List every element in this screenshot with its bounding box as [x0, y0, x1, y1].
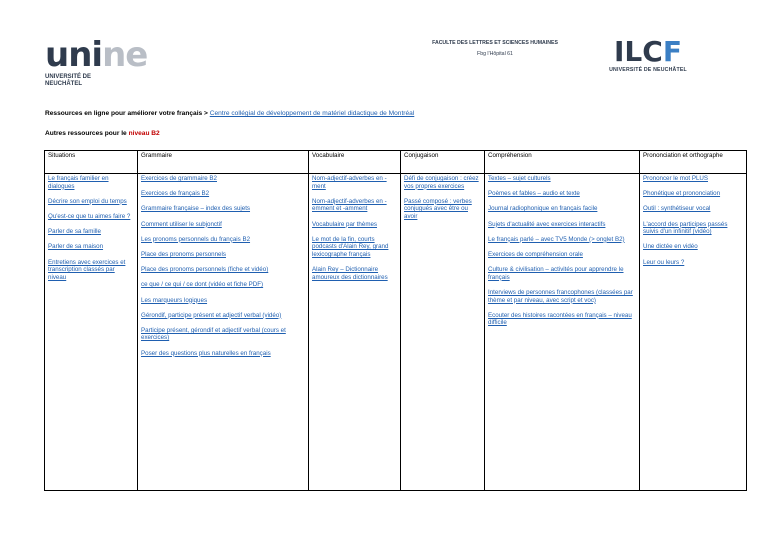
unine-wordmark: [45, 35, 148, 75]
ilcf-logo-accent: F: [662, 35, 682, 68]
resource-link[interactable]: Leur ou leurs ?: [643, 258, 685, 266]
resource-link[interactable]: Phonétique et prononciation: [643, 190, 721, 198]
resource-link[interactable]: Décrire son emploi du temps: [48, 197, 127, 205]
faculty-address: Fbg l'Hôpital 61: [477, 51, 513, 57]
faculty-name: FACULTE DES LETTRES ET SCIENCES HUMAINES: [432, 40, 558, 46]
ilcf-logo-main: ILC: [614, 35, 663, 68]
column-header-prononciation: Prononciation et orthographe: [640, 151, 747, 174]
unine-logo-subtitle: [45, 74, 135, 88]
resource-link[interactable]: Passé composé : verbes conjugués avec être ou avoir: [404, 197, 472, 220]
online-resources-link[interactable]: Centre collégial de développement de matériel didactique de Montréal: [209, 110, 415, 117]
ilcf-logo: [603, 37, 693, 81]
resource-link[interactable]: Les pronoms personnels du français B2: [141, 235, 251, 243]
resource-link[interactable]: Place des pronoms personnels: [141, 250, 226, 258]
column-header-situations: Situations: [45, 151, 138, 174]
resource-link[interactable]: Grammaire française – index des sujets: [141, 205, 251, 213]
cell-prononciation: [640, 174, 747, 491]
resource-link[interactable]: Entretiens avec exercices et transcription classés par niveau: [48, 258, 126, 281]
resource-link[interactable]: Gérondif, participe présent et adjectif verbal (vidéo): [141, 311, 282, 319]
online-resources-label: Ressources en ligne pour améliorer votre français >: [45, 110, 208, 117]
unine-logo-accent: ne: [102, 35, 148, 75]
resource-link[interactable]: Prononcer le mot PLUS: [643, 175, 708, 182]
resource-link[interactable]: Comment utiliser le subjonctif: [141, 220, 222, 228]
column-header-grammaire: Grammaire: [138, 151, 309, 174]
unine-logo-line1: UNIVERSITÉ DE: [45, 74, 92, 80]
table-header-row: [45, 151, 747, 174]
cell-grammaire: [138, 174, 309, 491]
resource-link[interactable]: Vocabulaire par thèmes: [312, 220, 378, 228]
resource-link[interactable]: L'accord des participes passés suivis d'un infinitif (vidéo): [643, 220, 728, 236]
resource-link[interactable]: Poser des questions plus naturelles en français: [141, 349, 271, 357]
unine-logo-main: uni: [45, 35, 103, 75]
resource-link[interactable]: Défi de conjugaison : créez vos propres exercices: [404, 175, 479, 190]
resource-link[interactable]: Le français parlé – avec TV5 Monde (> onglet B2): [488, 235, 625, 243]
resource-link[interactable]: Exercices de compréhension orale: [488, 250, 583, 258]
cell-vocabulaire: [309, 174, 401, 491]
resource-link[interactable]: Poèmes et fables – audio et texte: [488, 190, 580, 198]
column-header-vocabulaire: Vocabulaire: [309, 151, 401, 174]
resource-link[interactable]: Exercices de grammaire B2: [141, 175, 217, 182]
resources-table: [44, 150, 747, 491]
resource-link[interactable]: Le français familier en dialogues: [48, 175, 109, 190]
ilcf-logo-subtitle: UNIVERSITÉ DE NEUCHÂTEL: [609, 67, 687, 73]
resource-link[interactable]: Outil : synthétiseur vocal: [643, 205, 711, 213]
unine-logo-line2: NEUCHÂTEL: [45, 81, 82, 87]
resource-link[interactable]: Une dictée en vidéo: [643, 243, 698, 251]
level-badge: niveau B2: [128, 130, 160, 137]
resource-link[interactable]: Participe présent, gérondif et adjectif verbal (cours et exercices): [141, 326, 286, 342]
resource-link[interactable]: Qu'est-ce que tu aimes faire ?: [48, 212, 131, 220]
resource-link[interactable]: Parler de sa maison: [48, 243, 104, 251]
resource-link[interactable]: Culture & civilisation – activités pour apprendre le français: [488, 266, 624, 281]
cell-comprehension: [485, 174, 640, 491]
ilcf-wordmark: [603, 37, 693, 67]
resource-link[interactable]: Parler de sa famille: [48, 228, 101, 236]
resource-link[interactable]: Interviews de personnes francophones (classées par thème et par niveau, avec script et voc): [488, 288, 633, 304]
resource-link[interactable]: Place des pronoms personnels (fiche et vidéo): [141, 266, 269, 274]
resource-link[interactable]: Journal radiophonique en français facile: [488, 205, 598, 213]
resource-link[interactable]: Textes – sujet culturels: [488, 175, 551, 182]
resource-link[interactable]: Alain Rey – Dictionnaire amoureux des dictionnaires: [312, 266, 388, 281]
resource-link[interactable]: Nom-adjectif-adverbes en -ment: [312, 175, 387, 190]
resource-link[interactable]: ce que / ce qui / ce dont (vidéo et fiche PDF): [141, 281, 264, 289]
resource-link[interactable]: Exercices de français B2: [141, 190, 210, 198]
cell-conjugaison: [401, 174, 485, 491]
resource-link[interactable]: Sujets d'actualité avec exercices interactifs: [488, 220, 606, 228]
online-resources-line: [45, 110, 414, 117]
resource-link[interactable]: Le mot de la fin, courts podcasts d'Alain Rey, grand lexicographe français: [312, 235, 389, 258]
resource-link[interactable]: Ecouter des histoires racontées en français – niveau difficile: [488, 311, 632, 327]
other-resources-label: Autres ressources pour le: [45, 130, 127, 137]
other-resources-line: [45, 130, 160, 137]
cell-situations: [45, 174, 138, 491]
column-header-comprehension: Compréhension: [485, 151, 640, 174]
resource-link[interactable]: Les marqueurs logiques: [141, 296, 208, 304]
column-header-conjugaison: Conjugaison: [401, 151, 485, 174]
unine-logo: [45, 35, 148, 90]
resource-link[interactable]: Nom-adjectif-adverbes en -emment et -amment: [312, 197, 387, 213]
table-row: [45, 174, 747, 491]
faculty-header: [405, 38, 585, 60]
